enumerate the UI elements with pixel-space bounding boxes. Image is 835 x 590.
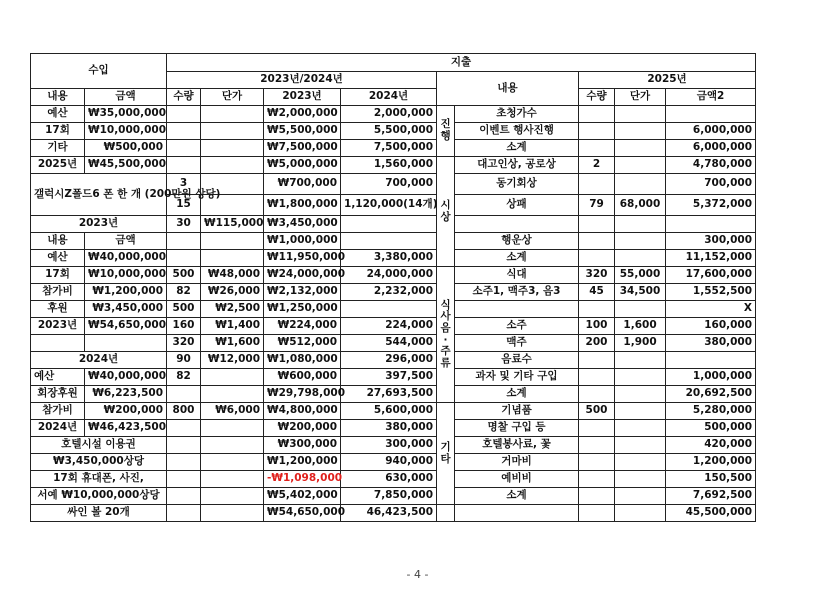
qty-2025-cell: [579, 437, 615, 454]
qty-2025-cell: [579, 386, 615, 403]
section-gita: 기 타: [437, 403, 455, 505]
unit-price-cell: ₩26,000: [201, 284, 264, 301]
qty-2025-cell: 320: [579, 267, 615, 284]
unit-price-2025-cell: [615, 301, 666, 318]
amount-2023-cell: ₩600,000: [264, 369, 341, 386]
amount-2023-cell: ₩5,000,000: [264, 157, 341, 174]
qty-cell: 500: [167, 267, 201, 284]
section-siksaeum: 식 사 음 · 주 류: [437, 267, 455, 403]
amount-2024-cell: 630,000: [341, 471, 437, 488]
table-row: [31, 454, 756, 471]
qty-cell: [167, 140, 201, 157]
qty-2025-cell: 100: [579, 318, 615, 335]
income-cell: ₩10,000,000: [85, 123, 167, 140]
income-cell: ₩35,000,000: [85, 106, 167, 123]
table-row: [31, 369, 756, 386]
amount-2024-cell: 5,600,000: [341, 403, 437, 420]
expense-item-cell: 식대: [455, 267, 579, 284]
income-cell: 17회: [31, 267, 85, 284]
unit-price-cell: [201, 437, 264, 454]
table-row: [31, 301, 756, 318]
unit-price-cell: ₩6,000: [201, 403, 264, 420]
income-cell: 17회: [31, 123, 85, 140]
unit-price-cell: ₩1,400: [201, 318, 264, 335]
table-row: [31, 386, 756, 403]
unit-price-cell: [201, 420, 264, 437]
income-cell: ₩3,450,000상당: [31, 454, 167, 471]
amount2-cell: 4,780,000: [666, 157, 756, 174]
amount2-cell: 5,372,000: [666, 195, 756, 216]
income-cell: 기타: [31, 140, 85, 157]
expense-item-cell: 소계: [455, 250, 579, 267]
income-cell: ₩40,000,000: [85, 250, 167, 267]
qty-cell: 3: [167, 174, 201, 195]
amount-2024-cell: 940,000: [341, 454, 437, 471]
expense-item-cell: 예비비: [455, 471, 579, 488]
section-sisang: 시 상: [437, 157, 455, 267]
unit-price-2025-cell: [615, 123, 666, 140]
income-cell: 예산: [31, 106, 85, 123]
unit-price-2025-cell: [615, 369, 666, 386]
qty-2025-cell: [579, 420, 615, 437]
expense-item-cell: 음료수: [455, 352, 579, 369]
section-total: [437, 505, 455, 522]
amount-2023-cell: ₩2,000,000: [264, 106, 341, 123]
unit-price-2025-cell: [615, 174, 666, 195]
qty-cell: 160: [167, 318, 201, 335]
income-cell: 내용: [31, 233, 85, 250]
expense-item-cell: 과자 및 기타 구입: [455, 369, 579, 386]
amount-2023-cell: ₩2,132,000: [264, 284, 341, 301]
qty-2025-cell: [579, 488, 615, 505]
qty-cell: [167, 505, 201, 522]
expense-item-cell: 동기회상: [455, 174, 579, 195]
amount-2023-cell: ₩4,800,000: [264, 403, 341, 420]
income-cell: 2023년: [31, 318, 85, 335]
amount2-cell: 500,000: [666, 420, 756, 437]
amount-2023-cell: ₩54,650,000: [264, 505, 341, 522]
amount-2024-cell: 1,120,000(14개): [341, 195, 437, 216]
amount-2024-cell: 224,000: [341, 318, 437, 335]
amount-2023-cell: ₩24,000,000: [264, 267, 341, 284]
income-cell: 2024년: [31, 420, 85, 437]
table-row: [31, 284, 756, 301]
amount-2024-cell: 397,500: [341, 369, 437, 386]
unit-price-2025-cell: [615, 216, 666, 233]
income-cell: 후원: [31, 301, 85, 318]
amount-2024-cell: 1,560,000: [341, 157, 437, 174]
qty-2025-cell: [579, 352, 615, 369]
amount-2024-cell: 544,000: [341, 335, 437, 352]
amount-2024-cell: [341, 301, 437, 318]
qty-2025-cell: 500: [579, 403, 615, 420]
income-cell: 갤럭시Z폴드6 폰 한 개 (200만원 상당): [31, 174, 167, 216]
expense-item-cell: 소계: [455, 386, 579, 403]
qty-cell: [167, 106, 201, 123]
amount-2024-cell: 296,000: [341, 352, 437, 369]
qty-2025-cell: [579, 369, 615, 386]
income-cell: 서예 ₩10,000,000상당: [31, 488, 167, 505]
amount-2024-cell: 2,000,000: [341, 106, 437, 123]
qty-cell: 320: [167, 335, 201, 352]
qty-cell: 500: [167, 301, 201, 318]
income-cell: ₩45,500,000: [85, 157, 167, 174]
col-qty-2025: 수량: [579, 89, 615, 106]
income-cell: ₩6,223,500: [85, 386, 167, 403]
unit-price-2025-cell: 55,000: [615, 267, 666, 284]
col-unit-price-2025: 단가: [615, 89, 666, 106]
income-cell: 금액: [85, 233, 167, 250]
amount2-cell: X: [666, 301, 756, 318]
expense-item-cell: 거마비: [455, 454, 579, 471]
qty-2025-cell: 45: [579, 284, 615, 301]
qty-2025-cell: 200: [579, 335, 615, 352]
table-row: [31, 420, 756, 437]
amount-2023-cell: ₩11,950,000: [264, 250, 341, 267]
table-row: [31, 157, 756, 174]
amount-2024-cell: [341, 216, 437, 233]
unit-price-cell: [201, 471, 264, 488]
income-cell: 2023년: [31, 216, 167, 233]
table-row: [31, 335, 756, 352]
unit-price-cell: [201, 488, 264, 505]
qty-2025-cell: [579, 454, 615, 471]
amount-2023-cell: ₩7,500,000: [264, 140, 341, 157]
qty-cell: 30: [167, 216, 201, 233]
income-cell: [85, 335, 167, 352]
unit-price-cell: [201, 386, 264, 403]
amount-2024-cell: 380,000: [341, 420, 437, 437]
amount-2023-cell: ₩200,000: [264, 420, 341, 437]
qty-2025-cell: [579, 250, 615, 267]
qty-2025-cell: [579, 301, 615, 318]
income-cell: ₩40,000,000: [85, 369, 167, 386]
amount2-cell: 1,000,000: [666, 369, 756, 386]
income-cell: 회장후원: [31, 386, 85, 403]
amount-2023-cell: ₩1,080,000: [264, 352, 341, 369]
qty-2025-cell: [579, 233, 615, 250]
qty-2025-cell: [579, 106, 615, 123]
unit-price-cell: [201, 505, 264, 522]
income-cell: ₩500,000: [85, 140, 167, 157]
income-cell: 참가비: [31, 403, 85, 420]
unit-price-cell: ₩48,000: [201, 267, 264, 284]
col-2024: 2024년: [341, 89, 437, 106]
income-cell: ₩200,000: [85, 403, 167, 420]
income-col-content: 내용: [31, 89, 85, 106]
amount-2024-cell: 24,000,000: [341, 267, 437, 284]
expense-item-cell: [455, 301, 579, 318]
expense-item-cell: [455, 216, 579, 233]
income-cell: ₩46,423,500: [85, 420, 167, 437]
income-cell: ₩10,000,000: [85, 267, 167, 284]
income-cell: ₩1,200,000: [85, 284, 167, 301]
expense-item-cell: 소주1, 맥주3, 음3: [455, 284, 579, 301]
unit-price-2025-cell: [615, 437, 666, 454]
amount-2023-cell: ₩5,402,000: [264, 488, 341, 505]
table-row: [31, 216, 756, 233]
table-row: [31, 403, 756, 420]
unit-price-2025-cell: [615, 454, 666, 471]
col-2023: 2023년: [264, 89, 341, 106]
income-col-amount: 금액: [85, 89, 167, 106]
income-cell: 호텔시설 이용권: [31, 437, 167, 454]
page-number: - 4 -: [406, 568, 429, 581]
table-row: [31, 437, 756, 454]
income-cell: 2025년: [31, 157, 85, 174]
amount2-cell: [666, 106, 756, 123]
qty-cell: [167, 488, 201, 505]
unit-price-cell: ₩1,600: [201, 335, 264, 352]
amount-2023-cell: ₩29,798,000: [264, 386, 341, 403]
qty-cell: [167, 386, 201, 403]
unit-price-cell: [201, 250, 264, 267]
table-row: [31, 140, 756, 157]
unit-price-2025-cell: [615, 488, 666, 505]
amount2-cell: 300,000: [666, 233, 756, 250]
qty-cell: [167, 123, 201, 140]
table-row: [31, 174, 756, 195]
qty-2025-cell: 79: [579, 195, 615, 216]
amount-2024-cell: 700,000: [341, 174, 437, 195]
budget-table: [30, 53, 756, 522]
amount2-cell: 420,000: [666, 437, 756, 454]
amount2-cell: 1,552,500: [666, 284, 756, 301]
amount2-cell: 6,000,000: [666, 123, 756, 140]
unit-price-2025-cell: [615, 106, 666, 123]
amount2-cell: 20,692,500: [666, 386, 756, 403]
amount-2024-cell: 300,000: [341, 437, 437, 454]
expense-item-cell: 상패: [455, 195, 579, 216]
qty-cell: 82: [167, 369, 201, 386]
col-amount2: 금액2: [666, 89, 756, 106]
col-qty: 수량: [167, 89, 201, 106]
amount2-cell: [666, 352, 756, 369]
table-row: [31, 123, 756, 140]
amount2-cell: [666, 216, 756, 233]
qty-2025-cell: [579, 174, 615, 195]
unit-price-2025-cell: [615, 352, 666, 369]
table-row: [31, 318, 756, 335]
income-header: 수입: [31, 54, 167, 89]
income-cell: 2024년: [31, 352, 167, 369]
section-jinhaeng: 진 행: [437, 106, 455, 157]
expense-item-cell: 소계: [455, 140, 579, 157]
unit-price-2025-cell: 1,600: [615, 318, 666, 335]
amount-2023-cell: ₩1,200,000: [264, 454, 341, 471]
amount-2023-cell: ₩300,000: [264, 437, 341, 454]
unit-price-cell: [201, 157, 264, 174]
amount-2024-cell: 3,380,000: [341, 250, 437, 267]
qty-2025-cell: [579, 505, 615, 522]
year-2324-header: 2023년/2024년: [167, 72, 437, 89]
amount2-cell: 11,152,000: [666, 250, 756, 267]
expense-item-cell: 소계: [455, 488, 579, 505]
unit-price-cell: [201, 140, 264, 157]
income-cell: 예산: [31, 369, 85, 386]
amount2-cell: 6,000,000: [666, 140, 756, 157]
unit-price-cell: ₩12,000: [201, 352, 264, 369]
qty-cell: [167, 250, 201, 267]
income-cell: ₩3,450,000: [85, 301, 167, 318]
col-unit-price: 단가: [201, 89, 264, 106]
amount2-cell: 700,000: [666, 174, 756, 195]
amount-2024-cell: 7,500,000: [341, 140, 437, 157]
unit-price-cell: ₩115,000: [201, 216, 264, 233]
amount-2024-cell: [341, 233, 437, 250]
unit-price-2025-cell: [615, 233, 666, 250]
income-cell: 예산: [31, 250, 85, 267]
expense-item-cell: 초청가수: [455, 106, 579, 123]
unit-price-2025-cell: [615, 420, 666, 437]
amount-2024-cell: 2,232,000: [341, 284, 437, 301]
unit-price-2025-cell: [615, 505, 666, 522]
expense-item-cell: [455, 505, 579, 522]
amount2-cell: 45,500,000: [666, 505, 756, 522]
expense-item-cell: 대고인상, 공로상: [455, 157, 579, 174]
table-row: [31, 352, 756, 369]
table-row: [31, 505, 756, 522]
income-cell: 싸인 볼 20개: [31, 505, 167, 522]
content-header: 내용: [437, 72, 579, 106]
income-cell: 참가비: [31, 284, 85, 301]
income-cell: ₩54,650,000: [85, 318, 167, 335]
unit-price-2025-cell: [615, 157, 666, 174]
expense-item-cell: 기념품: [455, 403, 579, 420]
qty-cell: [167, 454, 201, 471]
amount-2024-cell: 7,850,000: [341, 488, 437, 505]
unit-price-2025-cell: [615, 386, 666, 403]
qty-cell: [167, 471, 201, 488]
unit-price-cell: [201, 123, 264, 140]
amount2-cell: 1,200,000: [666, 454, 756, 471]
income-cell: 17회 휴대폰, 사진,: [31, 471, 167, 488]
table-row: [31, 250, 756, 267]
unit-price-2025-cell: 1,900: [615, 335, 666, 352]
qty-cell: [167, 157, 201, 174]
unit-price-2025-cell: [615, 250, 666, 267]
unit-price-cell: [201, 369, 264, 386]
expense-item-cell: 호텔봉사료, 꽃: [455, 437, 579, 454]
amount2-cell: 150,500: [666, 471, 756, 488]
qty-2025-cell: [579, 123, 615, 140]
qty-2025-cell: [579, 471, 615, 488]
unit-price-2025-cell: 34,500: [615, 284, 666, 301]
amount-2023-cell: ₩3,450,000: [264, 216, 341, 233]
unit-price-2025-cell: 68,000: [615, 195, 666, 216]
table-row: [31, 267, 756, 284]
qty-cell: 800: [167, 403, 201, 420]
amount-2023-cell: ₩700,000: [264, 174, 341, 195]
qty-2025-cell: 2: [579, 157, 615, 174]
table-row: [31, 471, 756, 488]
amount2-cell: 17,600,000: [666, 267, 756, 284]
amount-2023-cell: -₩1,098,000: [264, 471, 341, 488]
qty-cell: [167, 437, 201, 454]
year-2025-header: 2025년: [579, 72, 756, 89]
amount-2023-cell: ₩224,000: [264, 318, 341, 335]
qty-cell: 90: [167, 352, 201, 369]
table-row: [31, 106, 756, 123]
table-row: [31, 488, 756, 505]
amount-2024-cell: 46,423,500: [341, 505, 437, 522]
unit-price-cell: [201, 233, 264, 250]
expense-item-cell: 이벤트 행사진행: [455, 123, 579, 140]
amount2-cell: 5,280,000: [666, 403, 756, 420]
qty-cell: 82: [167, 284, 201, 301]
expense-header: 지출: [167, 54, 756, 72]
amount2-cell: 380,000: [666, 335, 756, 352]
expense-item-cell: 소주: [455, 318, 579, 335]
qty-cell: [167, 233, 201, 250]
amount-2024-cell: 27,693,500: [341, 386, 437, 403]
unit-price-2025-cell: [615, 471, 666, 488]
unit-price-2025-cell: [615, 140, 666, 157]
amount-2023-cell: ₩1,000,000: [264, 233, 341, 250]
amount2-cell: 160,000: [666, 318, 756, 335]
unit-price-cell: ₩2,500: [201, 301, 264, 318]
amount-2024-cell: 5,500,000: [341, 123, 437, 140]
amount-2023-cell: ₩1,250,000: [264, 301, 341, 318]
qty-cell: 15: [167, 195, 201, 216]
unit-price-2025-cell: [615, 403, 666, 420]
qty-2025-cell: [579, 140, 615, 157]
unit-price-cell: [201, 454, 264, 471]
table-row: [31, 233, 756, 250]
qty-2025-cell: [579, 216, 615, 233]
expense-item-cell: 행운상: [455, 233, 579, 250]
amount-2023-cell: ₩512,000: [264, 335, 341, 352]
unit-price-cell: [201, 106, 264, 123]
amount-2023-cell: ₩5,500,000: [264, 123, 341, 140]
income-cell: [31, 335, 85, 352]
amount-2023-cell: ₩1,800,000: [264, 195, 341, 216]
expense-item-cell: 명찰 구입 등: [455, 420, 579, 437]
expense-item-cell: 맥주: [455, 335, 579, 352]
amount2-cell: 7,692,500: [666, 488, 756, 505]
qty-cell: [167, 420, 201, 437]
